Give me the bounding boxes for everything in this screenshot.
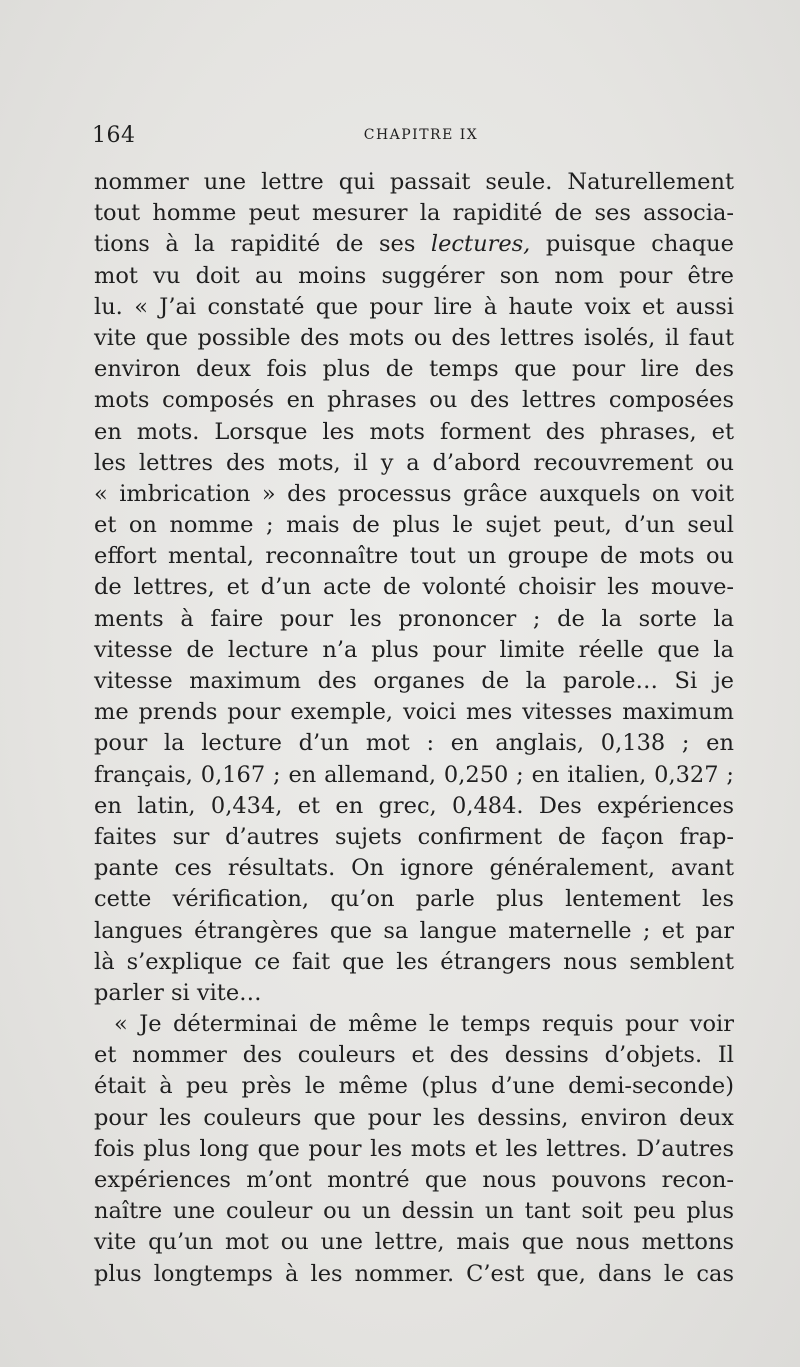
text-line: vitesse de lecture n’a plus pour limite réelle que la <box>94 636 734 663</box>
text-line: là s’explique ce fait que les étrangers nous semblent <box>94 948 734 975</box>
text-line: et nommer des couleurs et des dessins d’objets. Il <box>94 1042 734 1069</box>
text-line: vitesse maximum des organes de la parole… Si je <box>94 668 734 694</box>
text-line: français, 0,167 ; en allemand, 0,250 ; en italien, 0,327 ; <box>94 761 734 788</box>
text-run: tions à la rapidité de ses <box>94 231 431 258</box>
text-line: « Je déterminai de même le temps requis pour voir <box>114 1011 734 1038</box>
text-line: environ deux fois plus de temps que pour lire des <box>94 356 734 383</box>
text-line: pour la lecture d’un mot : en anglais, 0,138 ; en <box>94 730 734 757</box>
text-line: fois plus long que pour les mots et les lettres. D’autres <box>94 1135 734 1162</box>
text-line: vite qu’un mot ou une lettre, mais que nous mettons <box>94 1229 734 1256</box>
text-line: en latin, 0,434, et en grec, 0,484. Des expériences <box>94 792 734 819</box>
text-line: « imbrication » des processus grâce auxquels on voit <box>94 480 734 507</box>
text-line: était à peu près le même (plus d’une demi-seconde) <box>94 1073 734 1100</box>
text-line: effort mental, reconnaître tout un groupe de mots ou <box>94 543 734 570</box>
text-line: nommer une lettre qui passait seule. Naturellement <box>94 169 734 195</box>
text-line: ments à faire pour les prononcer ; de la sorte la <box>94 605 734 632</box>
chapter-title: CHAPITRE IX <box>363 127 479 143</box>
text-line: mots composés en phrases ou des lettres composées <box>94 387 734 414</box>
page-number: 164 <box>92 123 136 148</box>
body-text <box>94 167 734 1290</box>
text-line: pour les couleurs que pour les dessins, environ deux <box>94 1104 734 1131</box>
text-line: parler si vite… <box>94 979 262 1006</box>
text-line: les lettres des mots, il y a d’abord recouvrement ou <box>94 449 734 476</box>
text-run: puisque chaque <box>530 231 734 258</box>
text-line: tout homme peut mesurer la rapidité de ses associa- <box>94 200 734 227</box>
text-line: langues étrangères que sa langue maternelle ; et par <box>94 917 734 944</box>
italic-word: lectures, <box>430 231 531 258</box>
text-line: pante ces résultats. On ignore généralement, avant <box>94 855 734 882</box>
text-line: me prends pour exemple, voici mes vitesses maximum <box>94 699 734 726</box>
text-line: expériences m’ont montré que nous pouvons recon- <box>94 1167 734 1193</box>
running-head <box>92 123 732 159</box>
text-line: en mots. Lorsque les mots forment des phrases, et <box>94 418 734 445</box>
text-line: vite que possible des mots ou des lettres isolés, il faut <box>94 324 734 351</box>
text-line: plus longtemps à les nommer. C’est que, dans le cas <box>94 1260 734 1287</box>
text-line: et on nomme ; mais de plus le sujet peut, d’un seul <box>94 512 734 539</box>
text-line: naître une couleur ou un dessin un tant soit peu plus <box>94 1198 734 1225</box>
text-line: lu. « J’ai constaté que pour lire à haute voix et aussi <box>94 293 734 320</box>
text-line: cette vérification, qu’on parle plus lentement les <box>94 886 734 913</box>
text-line <box>94 229 734 260</box>
text-line: mot vu doit au moins suggérer son nom pour être <box>94 262 734 289</box>
text-line: faites sur d’autres sujets confirment de façon frap- <box>94 823 734 850</box>
text-line: de lettres, et d’un acte de volonté choisir les mouve- <box>94 574 734 601</box>
